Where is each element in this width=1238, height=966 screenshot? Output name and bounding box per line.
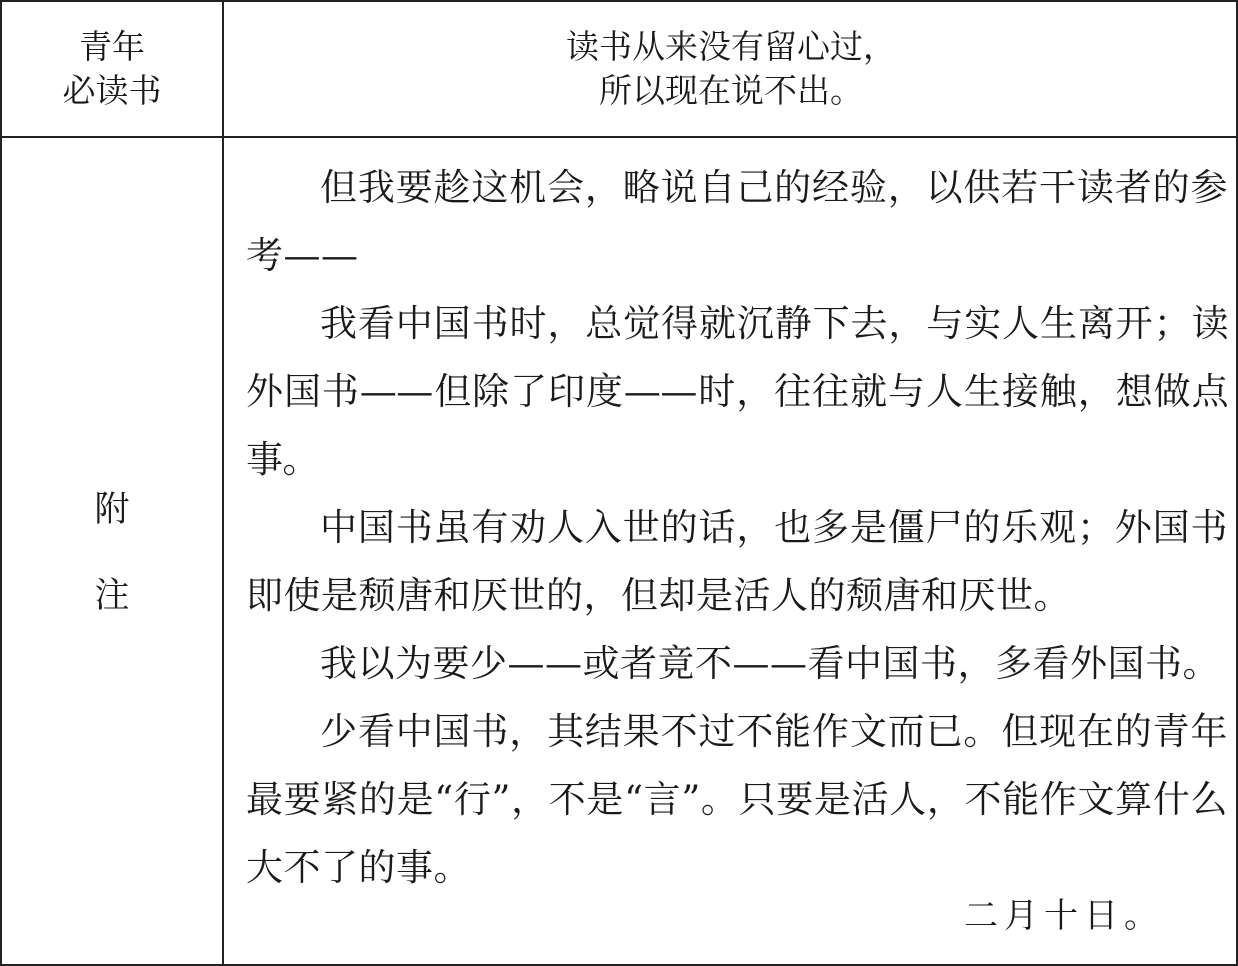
side-label-char-2: 注 [94,576,130,616]
header-left-line1: 青年 [79,27,145,66]
note-body-cell [224,138,1238,966]
paragraph-3: 中国书虽有劝人入世的话，也多是僵尸的乐观；外国书即使是颓唐和厌世的，但却是活人的颓唐和厌世。 [246,506,1228,617]
date-text: 二月十日。 [964,896,1164,936]
paragraph-5: 少看中国书，其结果不过不能作文而已。但现在的青年最要紧的是“行”，不是“言”。只要是活人，不能作文算什么大不了的事。 [246,710,1228,889]
paragraph-4: 我以为要少——或者竟不——看中国书，多看外国书。 [320,642,1220,685]
header-right-line2: 所以现在说不出。 [599,71,863,110]
side-label-cell [2,138,222,966]
header-right-cell [224,2,1238,136]
header-right-line1: 读书从来没有留心过， [566,27,896,66]
header-left-line2: 必读书 [62,71,162,110]
paragraph-2: 我看中国书时，总觉得就沉静下去，与实人生离开；读外国书——但除了印度——时，往往就与人生接触，想做点事。 [246,302,1228,481]
side-label-char-1: 附 [94,490,130,530]
paragraph-1: 但我要趁这机会，略说自己的经验，以供若干读者的参考—— [246,166,1228,277]
header-left-cell [2,2,222,136]
